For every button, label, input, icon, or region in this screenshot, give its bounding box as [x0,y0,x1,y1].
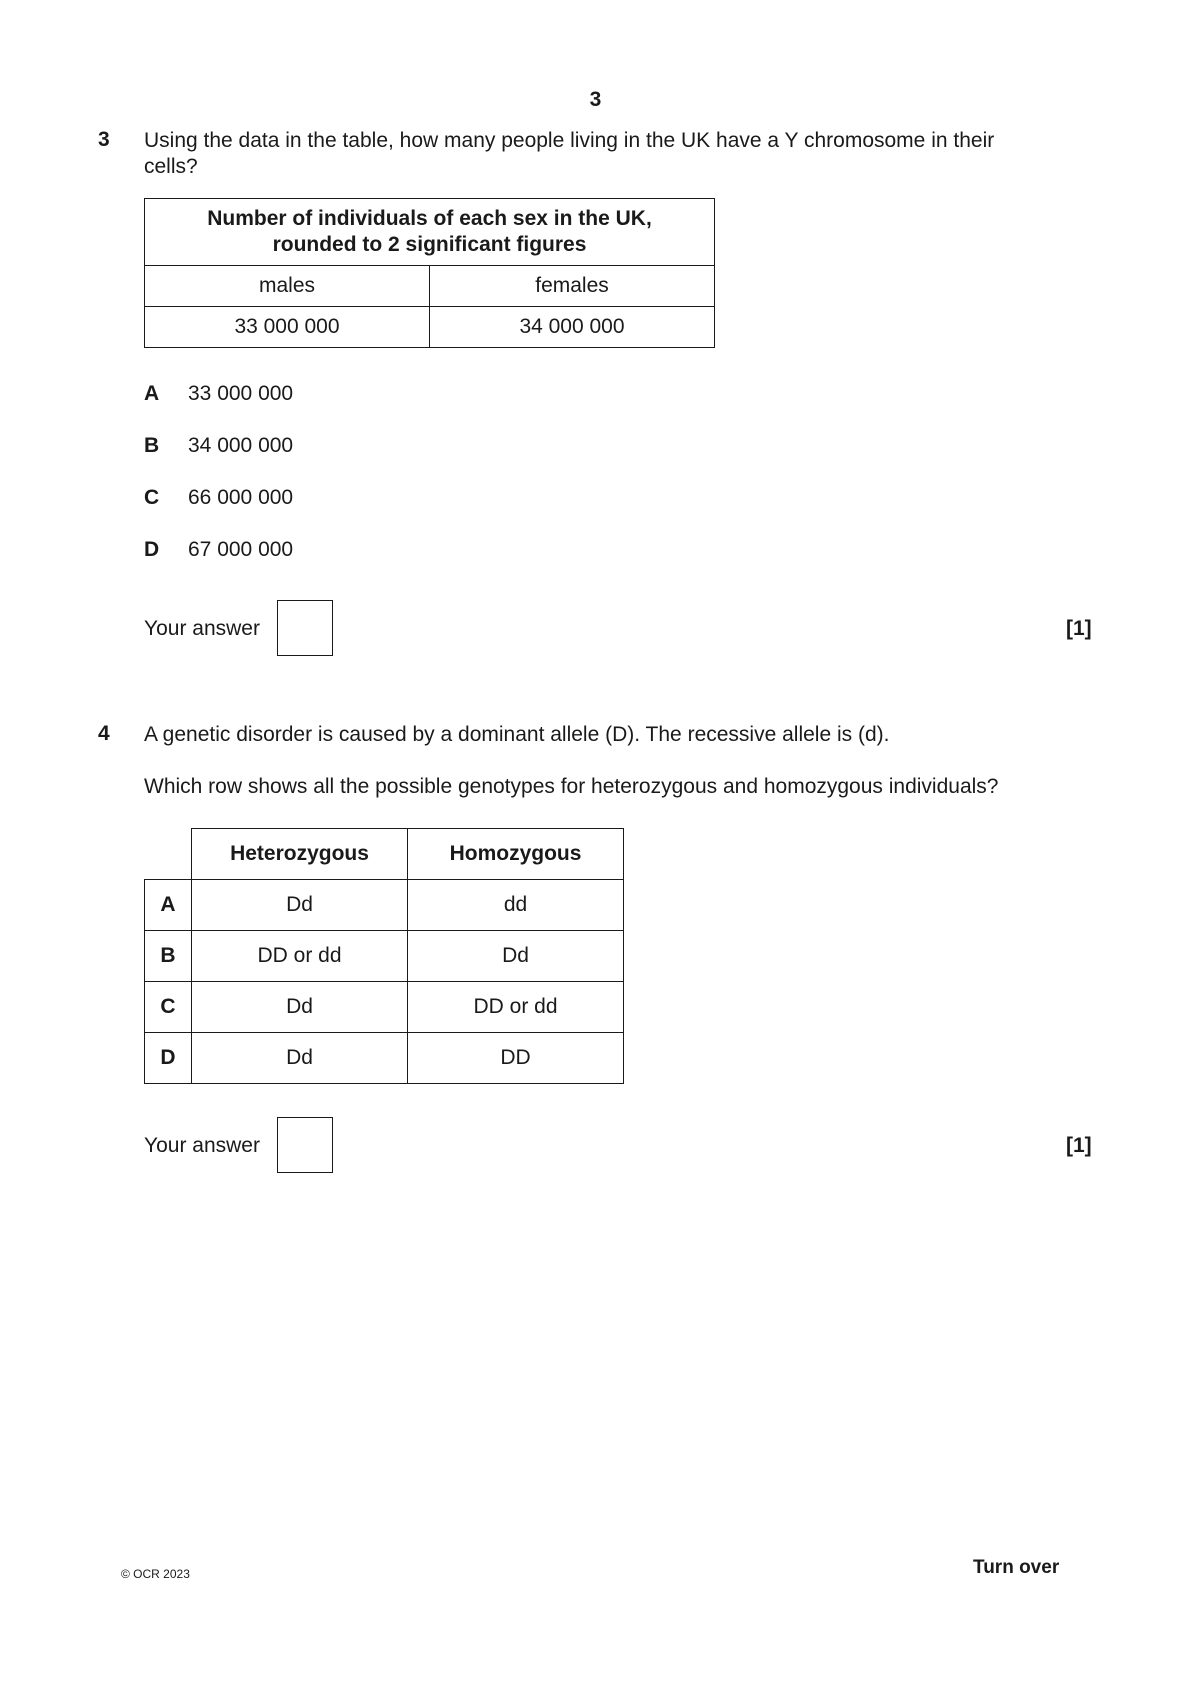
homozygous-cell: dd [408,880,624,931]
question-3-option-d [144,538,293,562]
homozygous-cell: Dd [408,931,624,982]
option-value: 33 000 000 [188,382,294,405]
question-4-text1: A genetic disorder is caused by a dominant allele (D). The recessive allele is (d). [144,723,890,746]
option-value: 34 000 000 [188,434,294,457]
heterozygous-cell: Dd [192,982,408,1033]
females-column-header: females [430,266,715,307]
population-table [144,198,715,348]
row-letter: A [145,880,192,931]
question-3-marks: [1] [1066,617,1092,640]
population-table-header-line2: rounded to 2 significant figures [272,233,587,256]
row-letter: B [145,931,192,982]
question-3-option-b [144,434,293,458]
table-row [145,982,624,1033]
heterozygous-column-header: Heterozygous [192,829,408,880]
genotype-table [144,828,624,1084]
question-3-text-line2: cells? [144,155,198,178]
question-3-number: 3 [98,128,110,151]
option-letter: A [144,382,160,405]
table-row [145,880,624,931]
option-letter: C [144,486,160,509]
row-letter: D [145,1033,192,1084]
genotype-table-corner [145,829,192,880]
option-value: 67 000 000 [188,538,294,561]
heterozygous-cell: DD or dd [192,931,408,982]
table-row [145,931,624,982]
option-letter: D [144,538,160,561]
option-letter: B [144,434,160,457]
question-3-text [144,128,1064,180]
homozygous-cell: DD or dd [408,982,624,1033]
copyright-notice: © OCR 2023 [121,1567,190,1581]
heterozygous-cell: Dd [192,880,408,931]
question-4-answer-box[interactable] [277,1117,333,1173]
population-table-header-line1: Number of individuals of each sex in the UK, [207,207,652,230]
table-row [145,1033,624,1084]
question-4-text2: Which row shows all the possible genotypes for heterozygous and homozygous individuals? [144,775,999,798]
question-4-marks: [1] [1066,1134,1092,1157]
question-3-option-a [144,382,293,406]
row-letter: C [145,982,192,1033]
question-3-text-line1: Using the data in the table, how many people living in the UK have a Y chromosome in their [144,129,995,152]
page-number: 3 [589,88,602,111]
option-value: 66 000 000 [188,486,294,509]
females-value: 34 000 000 [430,307,715,348]
heterozygous-cell: Dd [192,1033,408,1084]
question-4-number: 4 [98,722,110,745]
homozygous-cell: DD [408,1033,624,1084]
question-3-option-c [144,486,293,510]
question-4-answer-label: Your answer [144,1134,260,1157]
population-table-header [145,199,715,266]
turn-over-label: Turn over [973,1557,1060,1578]
males-column-header: males [145,266,430,307]
males-value: 33 000 000 [145,307,430,348]
question-3-answer-label: Your answer [144,617,260,640]
question-3-answer-box[interactable] [277,600,333,656]
homozygous-column-header: Homozygous [408,829,624,880]
